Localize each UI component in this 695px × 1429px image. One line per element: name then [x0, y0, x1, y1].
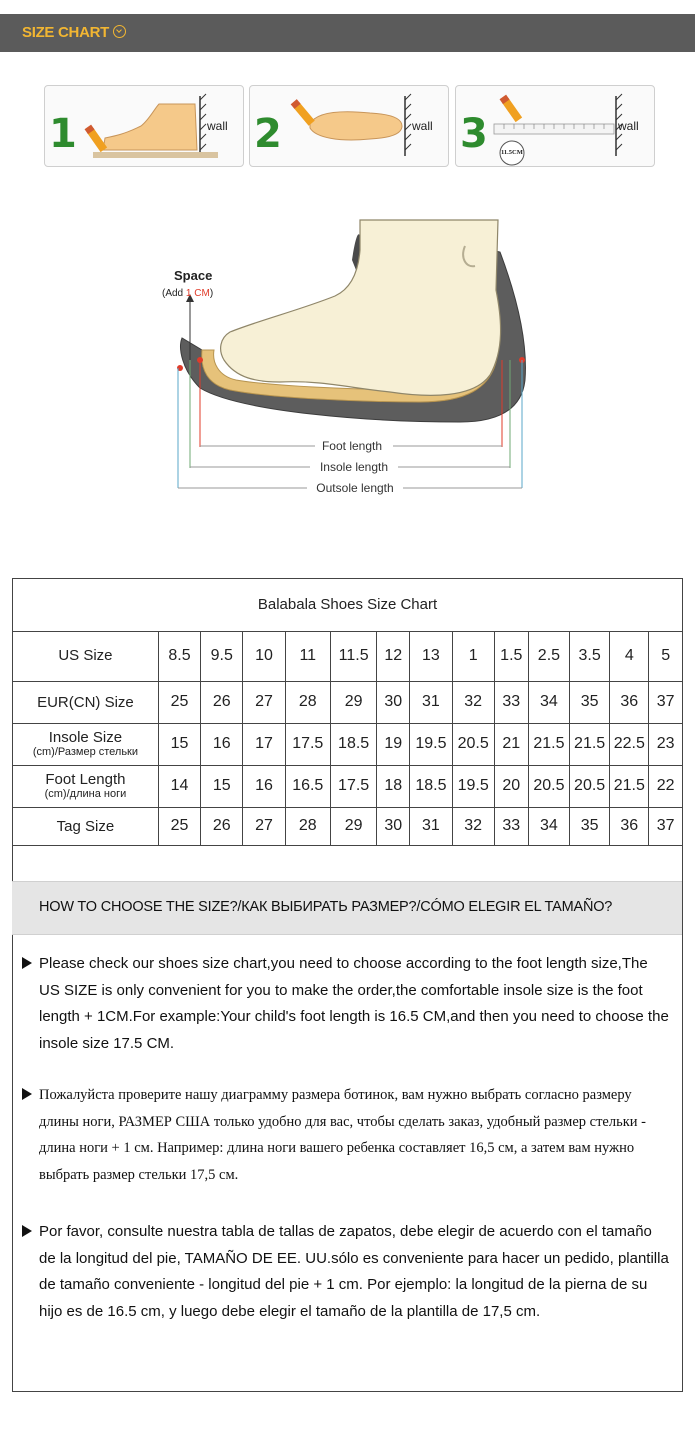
row-header [13, 807, 158, 845]
size-cell: 11.5 [330, 631, 376, 681]
size-cell: 12 [377, 631, 410, 681]
size-cell: 32 [452, 681, 494, 723]
size-cell: 17 [243, 723, 285, 765]
how-to-choose-heading: HOW TO CHOOSE THE SIZE?/КАК ВЫБИРАТЬ РАЗМЕР?/CÓMO ELEGIR EL TAMAÑO? [39, 899, 613, 915]
size-cell: 20.5 [570, 765, 610, 807]
size-cell: 33 [494, 681, 528, 723]
row-header-label: EUR(CN) Size [37, 693, 134, 711]
foot-length-label: Foot length [321, 439, 383, 453]
size-cell: 15 [158, 723, 200, 765]
size-cell: 13 [410, 631, 452, 681]
size-cell: 31 [410, 807, 452, 845]
size-cell: 18 [377, 765, 410, 807]
row-header-label: Insole Size [48, 729, 123, 746]
size-cell: 27 [243, 807, 285, 845]
size-cell: 21.5 [570, 723, 610, 765]
size-cell: 26 [201, 681, 243, 723]
pencil-icon [85, 125, 108, 153]
measure-step-3 [455, 85, 655, 167]
outsole-length-label: Outsole length [316, 481, 394, 495]
table-row [13, 765, 682, 807]
table-row [13, 723, 682, 765]
size-cell: 33 [494, 807, 528, 845]
pencil-icon [500, 95, 523, 123]
size-cell: 5 [649, 631, 682, 681]
size-cell: 21.5 [528, 723, 569, 765]
size-cell: 35 [570, 681, 610, 723]
size-cell: 19.5 [452, 765, 494, 807]
size-cell: 19 [377, 723, 410, 765]
wall-label: wall [412, 119, 433, 133]
table-row [13, 631, 682, 681]
size-cell: 29 [330, 681, 376, 723]
row-header-sublabel: (cm)/Размер стельки [32, 746, 139, 758]
size-cell: 27 [243, 681, 285, 723]
size-cell: 16 [201, 723, 243, 765]
instruction-english [22, 951, 672, 1057]
size-cell: 32 [452, 807, 494, 845]
bullet-triangle-icon [22, 1088, 32, 1100]
size-cell: 25 [158, 681, 200, 723]
size-cell: 18.5 [330, 723, 376, 765]
bullet-triangle-icon [22, 1225, 32, 1237]
size-cell: 17.5 [285, 723, 330, 765]
size-cell: 22 [649, 765, 682, 807]
pencil-icon [291, 99, 315, 126]
size-cell: 23 [649, 723, 682, 765]
row-header [13, 681, 158, 723]
size-cell: 1 [452, 631, 494, 681]
size-cell: 36 [610, 681, 649, 723]
size-cell: 37 [649, 681, 682, 723]
row-header-label: Tag Size [56, 817, 115, 835]
size-cell: 37 [649, 807, 682, 845]
shoe-measurement-diagram [160, 210, 540, 510]
row-header [13, 765, 158, 807]
size-cell: 25 [158, 807, 200, 845]
size-cell: 36 [610, 807, 649, 845]
instruction-spanish-text: Por favor, consulte nuestra tabla de tallas de zapatos, debe elegir de acuerdo con el tamaño de la longitud del pie, TAMAÑO DE EE. UU.sólo es conveniente para hacer un pedido, plantilla de tamaño conveniente - longitud del pie + 1 cm. Por ejemplo: la longitud de la pierna de su hijo es de 16.5 cm, y luego debe elegir el tamaño de la plantilla de 17,5 cm. [39, 1223, 669, 1320]
size-cell: 31 [410, 681, 452, 723]
size-cell: 34 [528, 681, 569, 723]
size-cell: 20 [494, 765, 528, 807]
size-cell: 4 [610, 631, 649, 681]
size-cell: 16.5 [285, 765, 330, 807]
size-cell: 28 [285, 681, 330, 723]
add-note: (Add 1 CM) [162, 288, 214, 299]
foot-shape [221, 220, 501, 395]
step-number: 3 [460, 111, 488, 157]
table-row [13, 807, 682, 845]
size-cell: 26 [201, 807, 243, 845]
size-cell: 15 [201, 765, 243, 807]
wall-label: wall [207, 119, 228, 133]
size-cell: 9.5 [201, 631, 243, 681]
row-header [13, 723, 158, 765]
size-cell: 3.5 [570, 631, 610, 681]
row-header-sublabel: (cm)/длина ноги [44, 788, 127, 800]
wall-label: wall [618, 119, 639, 133]
size-cell: 1.5 [494, 631, 528, 681]
size-cell: 30 [377, 681, 410, 723]
row-header-label: Foot Length [45, 771, 126, 788]
step-number: 1 [49, 111, 77, 157]
size-cell: 35 [570, 807, 610, 845]
measure-value: 11.5CM [501, 149, 523, 156]
step-number: 2 [254, 111, 282, 157]
size-cell: 11 [285, 631, 330, 681]
size-cell: 28 [285, 807, 330, 845]
measure-step-2 [249, 85, 449, 167]
size-chart-table [13, 631, 682, 846]
size-cell: 17.5 [330, 765, 376, 807]
size-cell: 18.5 [410, 765, 452, 807]
chevron-down-icon [113, 25, 126, 38]
table-row [13, 681, 682, 723]
size-cell: 2.5 [528, 631, 569, 681]
size-chart-title: Balabala Shoes Size Chart [13, 579, 682, 632]
size-cell: 21 [494, 723, 528, 765]
instruction-spanish [22, 1219, 672, 1325]
size-cell: 34 [528, 807, 569, 845]
size-cell: 8.5 [158, 631, 200, 681]
insole-length-label: Insole length [319, 460, 389, 474]
measure-step-1 [44, 85, 244, 167]
size-cell: 29 [330, 807, 376, 845]
instruction-russian-text: Пожалуйста проверите нашу диаграмму размера ботинок, вам нужно выбрать согласно размеру длины ноги, РАЗМЕР США только удобно для вас, чтобы сделать заказ, удобный размер стельки - длина ноги + 1 см. Например: длина ноги вашего ребенка составляет 16,5 см, а затем вам нужно выбрать размер стельки 17,5 см. [39, 1087, 646, 1183]
instruction-english-text: Please check our shoes size chart,you need to choose according to the foot length size,The US SIZE is only convenient for you to make the order,the comfortable insole size is the foot length + 1CM.For example:Your child's foot length is 16.5 CM,and then you need to choose the insole size 17.5 CM. [39, 955, 669, 1052]
size-cell: 16 [243, 765, 285, 807]
size-cell: 20.5 [452, 723, 494, 765]
size-cell: 22.5 [610, 723, 649, 765]
size-cell: 20.5 [528, 765, 569, 807]
size-cell: 21.5 [610, 765, 649, 807]
bullet-triangle-icon [22, 957, 32, 969]
space-label: Space [174, 268, 213, 283]
size-cell: 19.5 [410, 723, 452, 765]
size-chart-header [0, 14, 695, 52]
header-title: SIZE CHART [22, 24, 110, 41]
size-cell: 10 [243, 631, 285, 681]
row-header [13, 631, 158, 681]
size-cell: 30 [377, 807, 410, 845]
how-to-choose-heading-bar [12, 881, 682, 935]
instruction-russian [22, 1082, 672, 1188]
size-cell: 14 [158, 765, 200, 807]
row-header-label: US Size [58, 647, 113, 665]
